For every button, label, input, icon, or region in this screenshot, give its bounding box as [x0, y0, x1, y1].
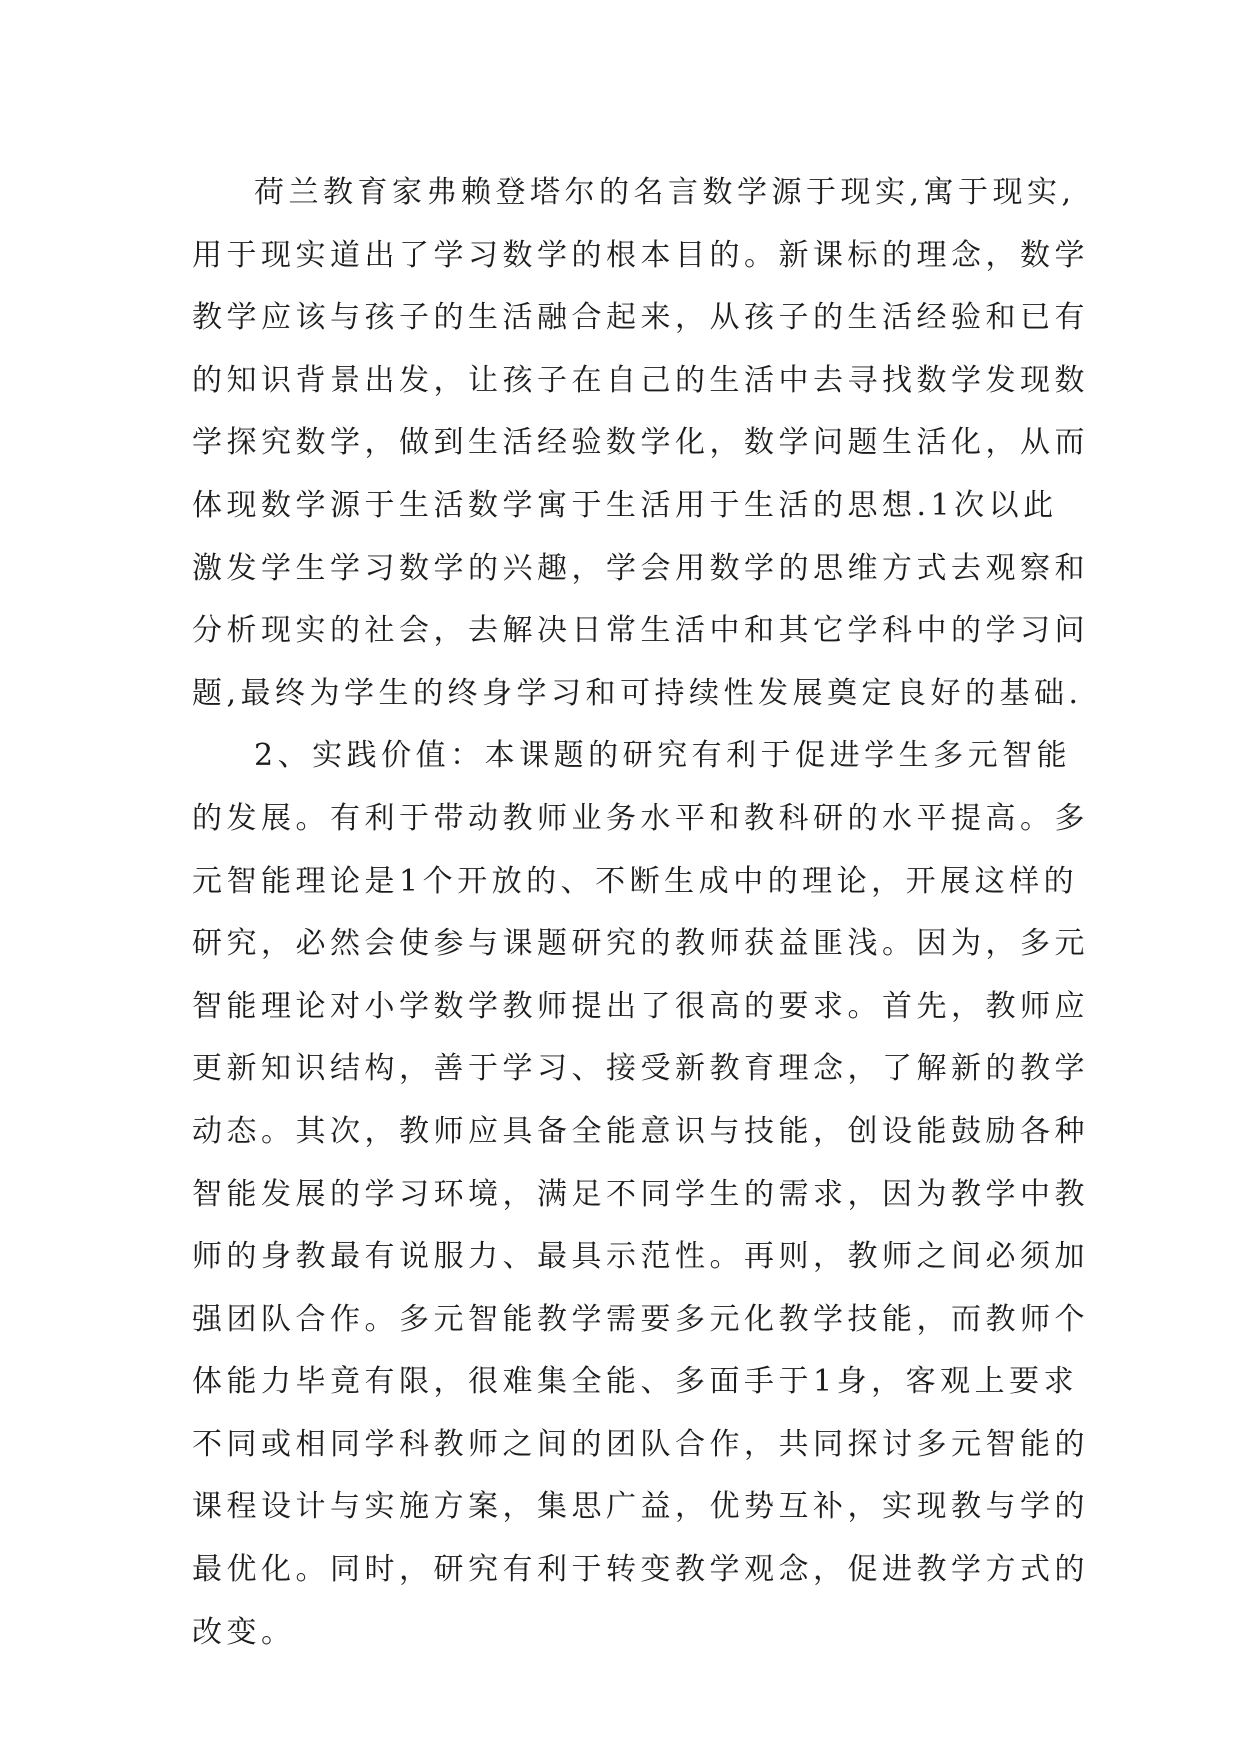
paragraph-2-line-11: 体能力毕竟有限，很难集全能、多面手于1身，客观上要求 — [192, 1364, 1079, 1400]
paragraph-2-line-6: 更新知识结构，善于学习、接受新教育理念，了解新的教学 — [192, 1051, 1089, 1087]
paragraph-1-line-2: 用于现实道出了学习数学的根本目的。新课标的理念，数学 — [192, 237, 1089, 273]
paragraph-1-line-8: 分析现实的社会，去解决日常生活中和其它学科中的学习问 — [192, 613, 1089, 649]
document-body — [192, 162, 1092, 1664]
paragraph-1-line-6: 体现数学源于生活数学寓于生活用于生活的思想.1次以此 — [192, 487, 1058, 523]
paragraph-2-line-1: 2、实践价值：本课题的研究有利于促进学生多元智能 — [254, 738, 1072, 774]
paragraph-2-line-2: 的发展。有利于带动教师业务水平和教科研的水平提高。多 — [192, 800, 1089, 836]
paragraph-2-line-8: 智能发展的学习环境，满足不同学生的需求，因为教学中教 — [192, 1176, 1089, 1212]
paragraph-2-line-12: 不同或相同学科教师之间的团队合作，共同探讨多元智能的 — [192, 1426, 1089, 1462]
paragraph-1-line-5: 学探究数学，做到生活经验数学化，数学问题生活化，从而 — [192, 425, 1089, 461]
paragraph-2-line-9: 师的身教最有说服力、最具示范性。再则，教师之间必须加 — [192, 1239, 1089, 1275]
paragraph-2-line-15: 改变。 — [192, 1614, 296, 1650]
paragraph-2-line-13: 课程设计与实施方案，集思广益，优势互补，实现教与学的 — [192, 1489, 1089, 1525]
paragraph-2-line-7: 动态。其次，教师应具备全能意识与技能，创设能鼓励各种 — [192, 1113, 1089, 1149]
paragraph-2-line-5: 智能理论对小学数学教师提出了很高的要求。首先，教师应 — [192, 988, 1089, 1024]
paragraph-1-line-9: 题,最终为学生的终身学习和可持续性发展奠定良好的基础. — [192, 675, 1083, 711]
paragraph-1-line-7: 激发学生学习数学的兴趣，学会用数学的思维方式去观察和 — [192, 550, 1089, 586]
paragraph-1-line-1: 荷兰教育家弗赖登塔尔的名言数学源于现实,寓于现实, — [254, 175, 1076, 210]
paragraph-1-line-3: 教学应该与孩子的生活融合起来，从孩子的生活经验和已有 — [192, 300, 1089, 336]
paragraph-2-line-3: 元智能理论是1个开放的、不断生成中的理论，开展这样的 — [192, 863, 1079, 899]
paragraph-1-line-4: 的知识背景出发，让孩子在自己的生活中去寻找数学发现数 — [192, 362, 1089, 398]
paragraph-2-line-4: 研究，必然会使参与课题研究的教师获益匪浅。因为，多元 — [192, 926, 1089, 962]
paragraph-2-line-10: 强团队合作。多元智能教学需要多元化教学技能，而教师个 — [192, 1301, 1089, 1337]
paragraph-2-line-14: 最优化。同时，研究有利于转变教学观念，促进教学方式的 — [192, 1552, 1089, 1588]
